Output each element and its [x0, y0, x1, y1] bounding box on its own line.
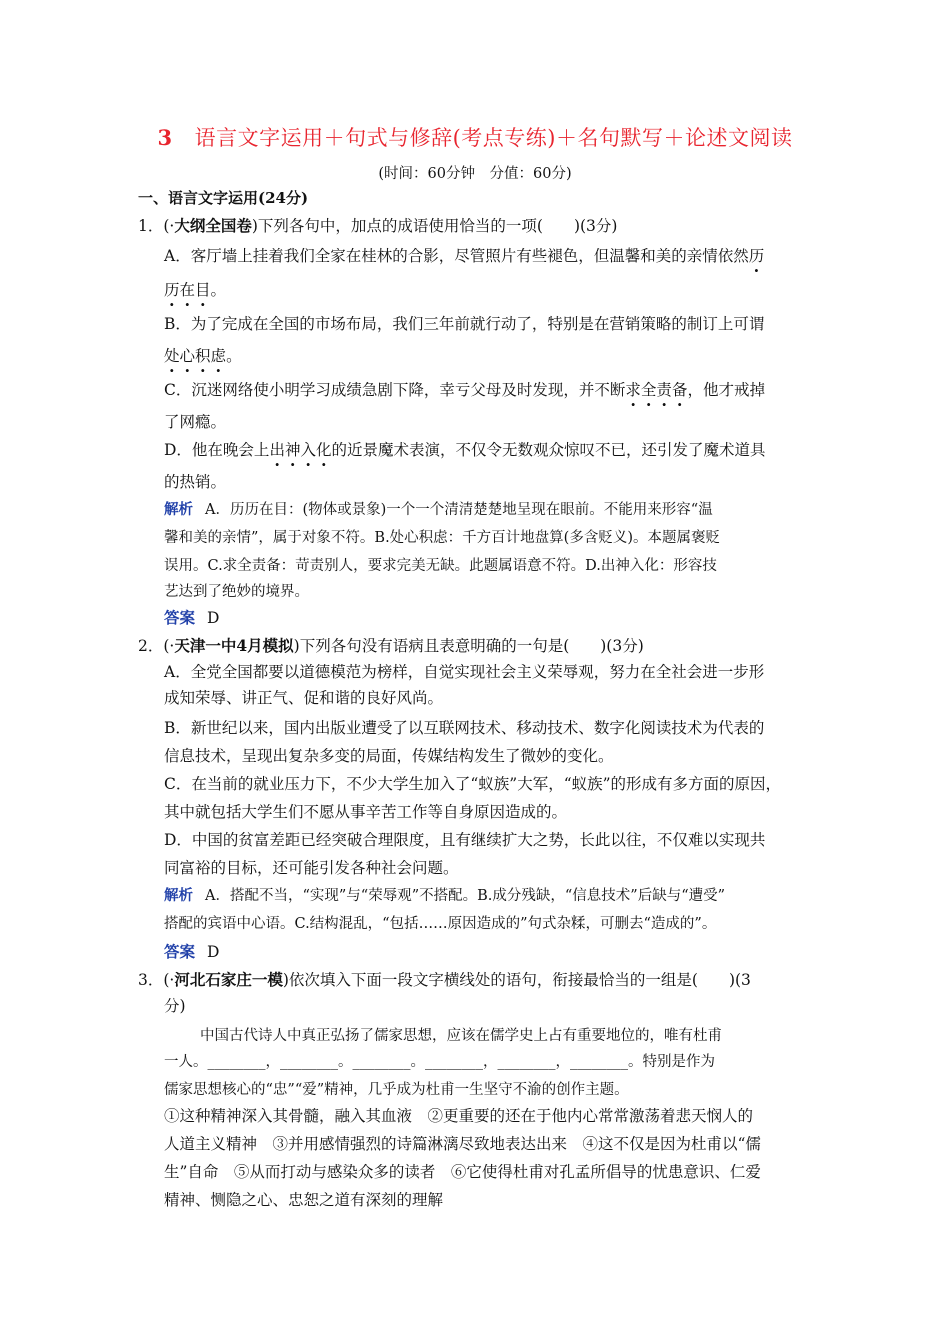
q3-passage-line3: 儒家思想核心的“忠”“爱”精神，几乎成为杜甫一生坚守不渝的创作主题。 — [164, 1082, 629, 1098]
emphasis-char: 历 — [164, 281, 180, 299]
emphasis-char: 虑 — [210, 347, 227, 365]
q1-analysis-line3: 误用。C.求全责备：苛责别人，要求完美无缺。此题属语意不符。D.出神入化：形容技 — [164, 558, 717, 574]
q2-option-b: B．新世纪以来，国内出版业遭受了以互联网技术、移动技术、数字化阅读技术为代表的 — [164, 719, 765, 737]
q1-option-b: B．为了完成在全国的市场布局，我们三年前就行动了，特别是在营销策略的制订上可谓 — [164, 315, 765, 333]
emphasis-char: 求 — [625, 381, 641, 399]
q1-stem: 1．(·大纲全国卷)下列各句中，加点的成语使用恰当的一项( )(3分) — [138, 216, 618, 235]
section-heading: 一、语言文字运用(24分) — [138, 189, 309, 207]
q2-source: 天津一中4月模拟 — [174, 636, 294, 655]
q3-passage-line1: 中国古代诗人中真正弘扬了儒家思想，应该在儒学史上占有重要地位的，唯有杜甫 — [200, 1028, 722, 1044]
q1-analysis: 解析 A．历历在目：(物体或景象)一个一个清清楚楚地呈现在眼前。不能用来形容“温 — [164, 501, 713, 518]
emphasis-char: 入 — [300, 441, 316, 459]
analysis-label: 解析 — [164, 501, 193, 518]
emphasis-char: 责 — [656, 381, 672, 399]
analysis-label: 解析 — [164, 887, 193, 904]
q2-option-c-cont: 其中就包括大学生们不愿从事辛苦工作等自身原因造成的。 — [164, 803, 568, 821]
q2-analysis: 解析 A．搭配不当，“实现”与“荣辱观”不搭配。B.成分残缺，“信息技术”后缺与“遭受” — [164, 887, 726, 904]
q2-option-a-cont: 成知荣辱、讲正气、促和谐的良好风尚。 — [164, 689, 444, 707]
q1-option-d: D．他在晚会上出神入化的近景魔术表演，不仅令无数观众惊叹不已，还引发了魔术道具 — [164, 441, 766, 459]
q1-analysis-line4: 艺达到了绝妙的境界。 — [164, 584, 309, 600]
q2-option-d: D．中国的贫富差距已经突破合理限度，且有继续扩大之势，长此以往，不仅难以实现共 — [164, 831, 766, 849]
q1-option-a-cont: 历在目。 — [164, 281, 227, 299]
q1-option-c: C．沉迷网络使小明学习成绩急剧下降，幸亏父母及时发现，并不断求全责备，他才戒掉 — [164, 381, 765, 399]
q1-answer: 答案 D — [164, 608, 220, 627]
answer-label: 答案 — [164, 608, 196, 627]
emphasis-char: 神 — [284, 441, 301, 459]
q3-stem: 3．(·河北石家庄一模)依次填入下面一段文字横线处的语句，衔接最恰当的一组是( )(3 — [138, 970, 751, 989]
emphasis-char: 备 — [671, 381, 688, 399]
page-title — [0, 122, 950, 152]
q3-passage-line2: 一人。________，________。________。________，________，________。特别是作为 — [164, 1054, 715, 1070]
q3-stem-cont: 分) — [164, 997, 186, 1015]
q3-options-line2: 人道主义精神 ③并用感情强烈的诗篇淋漓尽致地表达出来 ④这不仅是因为杜甫以“儒 — [164, 1135, 761, 1153]
answer-label: 答案 — [164, 942, 196, 961]
q2-option-d-cont: 同富裕的目标，还可能引发各种社会问题。 — [164, 859, 459, 877]
emphasis-char: 在 — [179, 281, 196, 299]
q1-option-b-cont: 处心积虑。 — [164, 347, 242, 365]
title-text: 语言文字运用＋句式与修辞(考点专练)＋名句默写＋论述文阅读 — [194, 126, 793, 150]
emphasis-char: 心 — [179, 347, 196, 365]
q1-source: 大纲全国卷 — [174, 216, 252, 235]
q2-answer: 答案 D — [164, 942, 220, 961]
q2-stem: 2．(·天津一中4月模拟)下列各句没有语病且表意明确的一句是( )(3分) — [138, 636, 644, 655]
q2-option-b-cont: 信息技术，呈现出复杂多变的局面，传媒结构发生了微妙的变化。 — [164, 747, 614, 765]
q2-option-c: C．在当前的就业压力下，不少大学生加入了“蚁族”大军，“蚁族”的形成有多方面的原因， — [164, 775, 782, 793]
q2-option-a: A．全党全国都要以道德模范为榜样，自觉实现社会主义荣辱观，努力在全社会进一步形 — [164, 663, 765, 681]
q1-analysis-line2: 馨和美的亲情”，属于对象不符。B.处心积虑：千方百计地盘算(多含贬义)。本题属褒贬 — [164, 530, 720, 546]
q3-options-line3: 生”自命 ⑤从而打动与感染众多的读者 ⑥它使得杜甫对孔孟所倡导的忧患意识、仁爱 — [164, 1163, 761, 1181]
emphasis-char: 处 — [164, 347, 180, 365]
emphasis-char: 目 — [195, 281, 211, 299]
q3-options-line1: ①这种精神深入其骨髓，融入其血液 ②更重要的还在于他内心常常激荡着悲天悯人的 — [164, 1107, 754, 1125]
emphasis-char: 化 — [315, 441, 332, 459]
q1-option-c-cont: 了网瘾。 — [164, 413, 227, 431]
time-score-info: (时间：60分钟 分值：60分) — [378, 166, 572, 182]
title-number: 3 — [157, 125, 173, 150]
q2-analysis-line2: 搭配的宾语中心语。C.结构混乱，“包括……原因造成的”句式杂糅，可删去“造成的”。 — [164, 916, 717, 932]
q1-option-d-cont: 的热销。 — [164, 473, 227, 491]
q3-source: 河北石家庄一模 — [174, 970, 283, 989]
emphasis-char: 积 — [195, 347, 211, 365]
q3-options-line4: 精神、恻隐之心、忠恕之道有深刻的理解 — [164, 1191, 444, 1209]
emphasis-char: 全 — [640, 381, 657, 399]
emphasis-char: 出 — [269, 441, 285, 459]
q1-option-a: A．客厅墙上挂着我们全家在桂林的合影，尽管照片有些褪色，但温馨和美的亲情依然历 — [164, 247, 765, 265]
